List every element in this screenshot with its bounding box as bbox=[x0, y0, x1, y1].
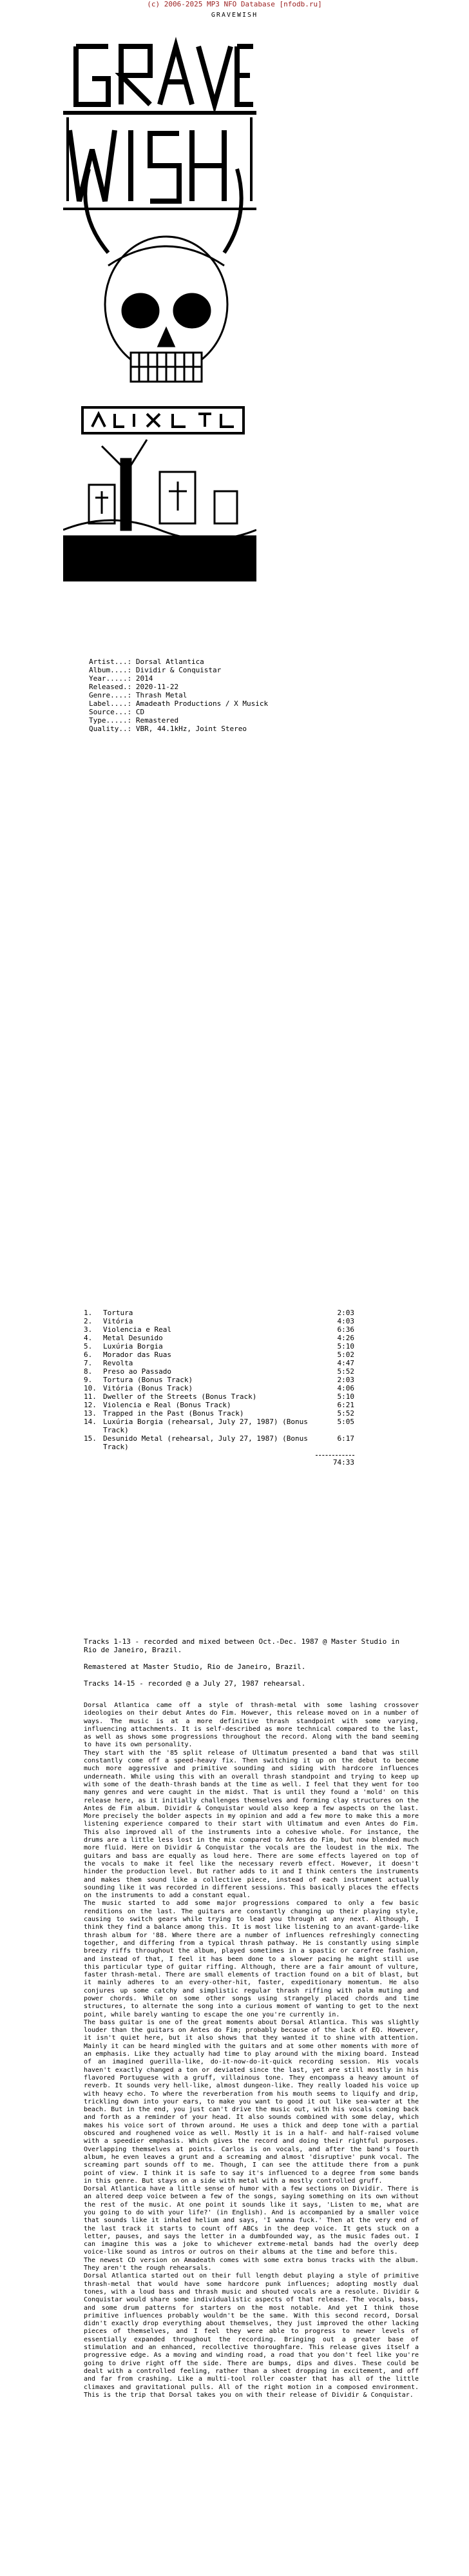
total-duration: 74:33 bbox=[332, 1458, 354, 1467]
track-title: Tortura (Bonus Track) bbox=[103, 1376, 193, 1384]
skull-artwork bbox=[63, 21, 256, 581]
track-duration: 6:17 bbox=[337, 1434, 354, 1443]
track-title: Desunido Metal (rehearsal, July 27, 1987) (Bonus Track) bbox=[103, 1434, 312, 1451]
info-artist: Artist...: Dorsal Atlantica bbox=[89, 658, 204, 666]
track-title: Revolta bbox=[103, 1359, 133, 1367]
track-duration: 5:52 bbox=[337, 1409, 354, 1418]
graveyard bbox=[63, 440, 256, 581]
info-type: Type.....: Remastered bbox=[89, 716, 179, 725]
track-number: 11. bbox=[84, 1392, 97, 1401]
track-number: 12. bbox=[84, 1401, 97, 1409]
track-number: 15. bbox=[84, 1434, 97, 1443]
track-number: 9. bbox=[84, 1376, 93, 1384]
track-title: Trapped in the Past (Bonus Track) bbox=[103, 1409, 244, 1418]
release-info bbox=[89, 658, 268, 733]
track-title: Violencia e Real (Bonus Track) bbox=[103, 1401, 231, 1409]
track-title: Luxúria Borgia (rehearsal, July 27, 1987) (Bonus Track) bbox=[103, 1418, 312, 1434]
copyright-header[interactable]: (c) 2006-2025 MP3 NFO Database [nfodb.ru] bbox=[147, 0, 322, 8]
track-row bbox=[84, 1359, 367, 1367]
track-number: 7. bbox=[84, 1359, 93, 1367]
info-album: Album....: Dividir & Conquistar bbox=[89, 666, 222, 674]
track-duration: 5:05 bbox=[337, 1418, 354, 1426]
track-row bbox=[84, 1409, 367, 1418]
track-title: Vitória bbox=[103, 1317, 133, 1325]
track-number: 8. bbox=[84, 1367, 93, 1376]
notes-recorded: Tracks 1-13 - recorded and mixed between Oct.-Dec. 1987 @ Master Studio in Rio de Janeiro, Brazil. bbox=[84, 1637, 400, 1654]
review-paragraph: They start with the '85 split release of Ultimatum presented a band that was still constantly come off a speed-heavy fix. Then switching it up on the debut to become much more aggressive and primitive sounding and siding with hardcore influences underneath. While using this with an overall thrash standpoint and trying to keep up with some of the death-thrash bands at the time as well. I feel that they went for too many genres and were caught in the midst. That is until they found a 'mold' on this release here, as it initially challenges themselves and forming clay structures on the Antes de Fim album. Dividir & Conquistar would also keep a few aspects on the last. More precisely the bolder aspects in my opinion and add a few more to make this a more listening experience compared to their start with Ultimatum and even Antes do Fim. This also improved all of the instruments into a cohesive whole. For instance, the drums are a little less lost in the mix compared to Antes do Fim, but now blended much more fluid. Here on Dividir & Conquistar the vocals are the loudest in the mix. The guitars and bass are equally as loud here. There are some effects layered on top of the vocals to make it feel like the necessary reverb effect. However, it doesn't hinder the production level. But rather adds to it and I think centers the instruments and makes them sound like a collective piece, instead of each instrument actually sounding like it was recorded in different sessions. This basically places the effects on the instruments to add a constant equal. bbox=[84, 1749, 419, 1900]
track-duration: 5:10 bbox=[337, 1342, 354, 1351]
track-title: Violencia e Real bbox=[103, 1325, 171, 1334]
album-review bbox=[84, 1702, 419, 2559]
track-row bbox=[84, 1334, 367, 1342]
track-row bbox=[84, 1317, 367, 1325]
track-number: 6. bbox=[84, 1351, 93, 1359]
info-source: Source...: CD bbox=[89, 708, 145, 716]
skull bbox=[105, 237, 227, 382]
notes-remastered: Remastered at Master Studio, Rio de Janeiro, Brazil. bbox=[84, 1663, 306, 1671]
tracklist bbox=[84, 1309, 367, 1467]
track-row bbox=[84, 1325, 367, 1334]
logo-dither bbox=[63, 111, 256, 210]
track-duration: 2:03 bbox=[337, 1309, 354, 1317]
track-number: 5. bbox=[84, 1342, 93, 1351]
track-duration: 4:26 bbox=[337, 1334, 354, 1342]
track-duration: 5:52 bbox=[337, 1367, 354, 1376]
track-duration: 5:10 bbox=[337, 1392, 354, 1401]
track-title: Luxúria Borgia bbox=[103, 1342, 163, 1351]
track-number: 2. bbox=[84, 1317, 93, 1325]
track-duration: 4:06 bbox=[337, 1384, 354, 1392]
track-duration: 2:03 bbox=[337, 1376, 354, 1384]
track-number: 1. bbox=[84, 1309, 93, 1317]
track-number: 4. bbox=[84, 1334, 93, 1342]
review-paragraph: Dorsal Atlantica have a little sense of humor with a few sections on Dividir. There is an altered deep voice between a few of the songs, saying something on its own without the rest of the music. At one point it sounds like it says, 'Listen to me, what are you going to do with your life?' (in English). And is accompanied by a smaller voice that sounds like it inhaled helium and says, 'I wanna fuck.' Then at the very end of the last track it starts to count off ABCs in the deep voice. It gets stuck on a letter, pauses, and says the letter in a dumbfounded way, as the music fades out. I can imagine this was a joke to whichever extreme-metal bands had the overly deep voice-like sound as intros or outros on their albums at the time and before this. bbox=[84, 2185, 419, 2256]
track-title: Tortura bbox=[103, 1309, 133, 1317]
track-title: Morador das Ruas bbox=[103, 1351, 171, 1359]
info-label: Label....: Amadeath Productions / X Musick bbox=[89, 699, 269, 708]
track-row bbox=[84, 1418, 367, 1434]
track-row bbox=[84, 1367, 367, 1376]
track-row bbox=[84, 1401, 367, 1409]
banner bbox=[82, 407, 244, 433]
track-duration: 5:02 bbox=[337, 1351, 354, 1359]
notes-rehearsal: Tracks 14-15 - recorded @ a July 27, 1987 rehearsal. bbox=[84, 1679, 306, 1688]
review-paragraph: The newest CD version on Amadeath comes with some extra bonus tracks with the album. They aren't the rough rehearsals. bbox=[84, 2256, 419, 2272]
track-row bbox=[84, 1384, 367, 1392]
track-duration: 6:36 bbox=[337, 1325, 354, 1334]
review-paragraph: The music started to add some major progressions compared to only a few basic renditions on the last. The guitars are constantly changing up their playing style, causing to switch gears while trying to lead you through at any next. Although, I think they find a balance among this. It is most like listening to an avant-garde-like thrash album for '88. Where there are a number of influences refreshingly connecting together, and differing from a typical thrash pathway. He is constantly using simple breezy riffs throughout the album, played sometimes in a spastic or carefree fashion, and instead of that, I feel it has been done to a slower pacing he might still use this particular type of guitar riffing. Although, there are a fair amount of vulture, faster thrash-metal. There are small elements of traction found on a bit of blast, but it mainly adheres to an every-other-hit, faster, expeditionary momentum. He also conjures up some catchy and simplistic regular thrash riffing with palm muting and power chords. While on some other songs using strangely placed chords and time structures, to alternate the song into a curious moment of wanting to get to the next point, while barely wanting to escape the one you're currently in. bbox=[84, 1900, 419, 2018]
track-duration: 6:21 bbox=[337, 1401, 354, 1409]
info-genre: Genre....: Thrash Metal bbox=[89, 691, 187, 699]
track-number: 3. bbox=[84, 1325, 93, 1334]
total-divider bbox=[316, 1455, 354, 1456]
track-number: 14. bbox=[84, 1418, 97, 1426]
review-paragraph: The bass guitar is one of the great moments about Dorsal Atlantica. This was slightly louder than the guitars on Antes do Fim; probably because of the lack of EQ. However, it isn't quiet here, but it also shows that they wanted it to shine with attention. Mainly it can be heard mingled with the guitars and at some other moments with more of an emphasis. Like they actually had time to play around with the mixing board. Instead of an imagined guerilla-like, do-it-now-do-it-quick recording session. His vocals haven't exactly changed a ton or deviated since the last, yet are still mostly in his flavored Portuguese with a gruff, villainous tone. They encompass a heavy amount of reverb. It sounds very hell-like, almost dungeon-like. They really loaded his voice up with heavy echo. To where the reverberation from his mouth seems to liquify and drip, trickling down into your ears, to make you want to good it out like sea-water at the beach. But in the end, you just can't drive the music out, with his vocals coming back and forth as a reminder of your head. It also sounds combined with some delay, which makes his voice sort of thrown around. He uses a thick and deep tone with a partial obscured and roughened voice as well. Mostly it is in a half- and half-raised volume with a speedier emphasis. Which gives the record and doing their rightful purposes. Overlapping themselves at points. Carlos is on vocals, and after the band's fourth album, he even leaves a grunt and a screaming and almost 'disruptive' punk vocal. The screaming part sounds off to me. Though, I can see the attitude there from a punk point of view. I think it is safe to say it's influenced to a degree from some bands in this genre. But stays on a side with metal with a mostly controlled gruff. bbox=[84, 2018, 419, 2185]
track-row bbox=[84, 1434, 367, 1451]
review-paragraph: Dorsal Atlantica started out on their full length debut playing a style of primitive thrash-metal that would have some hardcore punk influences; adopting mostly dual tones, with a loud bass and thrash music and shouted vocals are a resolute. Dividir & Conquistar would share some individualistic aspects of that release. The vocals, bass, and some drum patterns for starters on the most notable. And yet I think those primitive influences probably wouldn't be the same. With this second record, Dorsal didn't exactly drop everything about themselves, they just improved the other lacking pieces of themselves, and I feel they were able to progress to newer levels of essentially expanded throughout the recording. Bringing out a greater base of stimulation and an enhanced, recollective thoroughfare. This release gives itself a progressive edge. As a moving and winding road, a road that you don't feel like you're going to drive right off the side. There are bumps, dips and dives. These could be dealt with a controlled feeling, rather than a sheet dropping in excitement, and off and far from crashing. Like a multi-tool roller coaster that has all of the little climaxes and gravitational pulls. All of the right motion in a composed environment. This is the trip that Dorsal takes you on with their release of Dividir & Conquistar. bbox=[84, 2272, 419, 2399]
track-title: Vitória (Bonus Track) bbox=[103, 1384, 193, 1392]
info-released: Released.: 2020-11-22 bbox=[89, 683, 179, 691]
logo-letters bbox=[70, 46, 253, 201]
info-quality: Quality..: VBR, 44.1kHz, Joint Stereo bbox=[89, 725, 247, 733]
track-row bbox=[84, 1342, 367, 1351]
track-duration: 4:03 bbox=[337, 1317, 354, 1325]
track-row bbox=[84, 1392, 367, 1401]
track-number: 10. bbox=[84, 1384, 97, 1392]
track-row bbox=[84, 1376, 367, 1384]
group-name: GRAVEWISH bbox=[211, 12, 258, 19]
recording-notes bbox=[84, 1637, 406, 1696]
track-duration: 4:47 bbox=[337, 1359, 354, 1367]
track-row bbox=[84, 1351, 367, 1359]
track-title: Dweller of the Streets (Bonus Track) bbox=[103, 1392, 257, 1401]
info-year: Year.....: 2014 bbox=[89, 674, 153, 683]
track-title: Preso ao Passado bbox=[103, 1367, 171, 1376]
review-paragraph: Dorsal Atlantica came off a style of thrash-metal with some lashing crossover ideologies on their debut Antes do Fim. However, this release moved on in a number of ways. The music is at a more definitive thrash standpoint with some varying, influencing attachments. It is self-described as more technical compared to the last, as well as shows some progressions throughout the record. Along with the band seeming to have its own personality. bbox=[84, 1702, 419, 1749]
track-number: 13. bbox=[84, 1409, 97, 1418]
ascii-art-logo bbox=[63, 21, 256, 581]
track-row bbox=[84, 1309, 367, 1317]
track-title: Metal Desunido bbox=[103, 1334, 163, 1342]
